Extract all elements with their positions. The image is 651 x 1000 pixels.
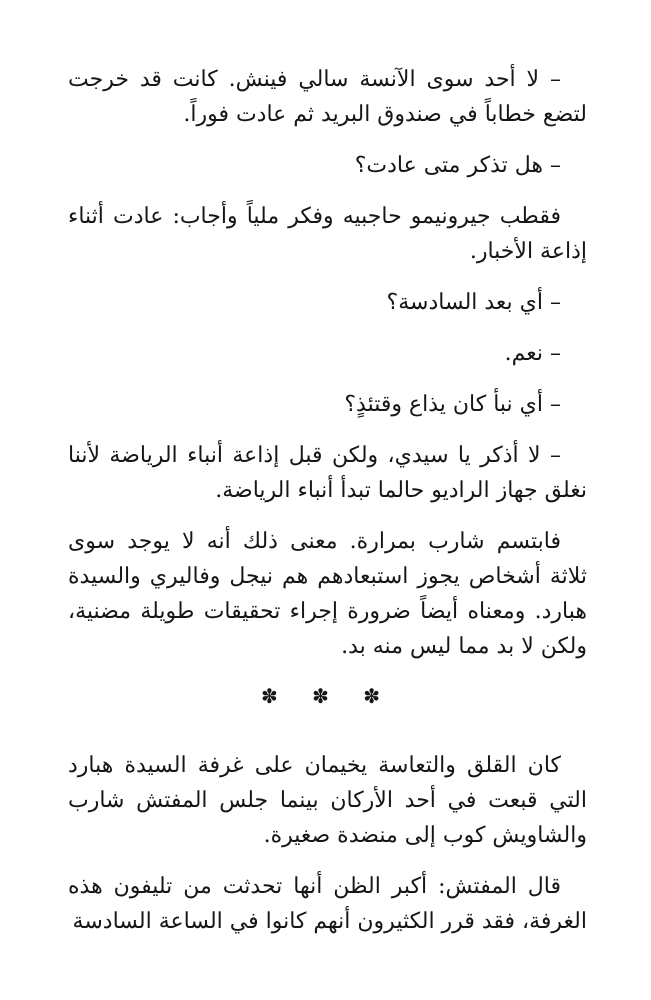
paragraph-dialogue-6: – لا أذكر يا سيدي، ولكن قبل إذاعة أنباء الرياضة لأننا نغلق جهاز الراديو حالما تبدأ أنباء الرياضة. — [68, 443, 587, 503]
paragraph-narration-3: كان القلق والتعاسة يخيمان على غرفة السيدة هبارد التي قبعت في أحد الأركان بينما جلس المفتش شارب والشاويش كوب إلى منضدة صغيرة. — [68, 753, 587, 848]
paragraph-dialogue-1: – لا أحد سوى الآنسة سالي فينش. كانت قد خرجت لتضع خطاباً في صندوق البريد ثم عادت فوراً. — [68, 67, 587, 127]
paragraph-dialogue-2: – هل تذكر متى عادت؟ — [354, 153, 561, 178]
section-break-asterisks: ✽ ✽ ✽ — [261, 684, 394, 708]
paragraph-narration-2: فابتسم شارب بمرارة. معنى ذلك أنه لا يوجد سوى ثلاثة أشخاص يجوز استبعادهم هم نيجل وفاليري والسيدة هبارد. ومعناه أيضاً ضرورة إجراء تحقيقات طويلة مضنية، ولكن لا بد مما ليس منه بد. — [68, 529, 587, 659]
paragraph-narration-4: قال المفتش: أكبر الظن أنها تحدثت من تليفون هذه الغرفة، فقد قرر الكثيرون أنهم كانوا في الساعة السادسة — [68, 874, 587, 934]
paragraph-dialogue-3: – أي بعد السادسة؟ — [386, 290, 561, 315]
paragraph-dialogue-5: – أي نبأ كان يذاع وقتئذٍ؟ — [344, 392, 561, 417]
paragraph-dialogue-4: – نعم. — [504, 341, 561, 366]
paragraph-narration-1: فقطب جيرونيمو حاجبيه وفكر ملياً وأجاب: عادت أثناء إذاعة الأخبار. — [68, 204, 587, 264]
